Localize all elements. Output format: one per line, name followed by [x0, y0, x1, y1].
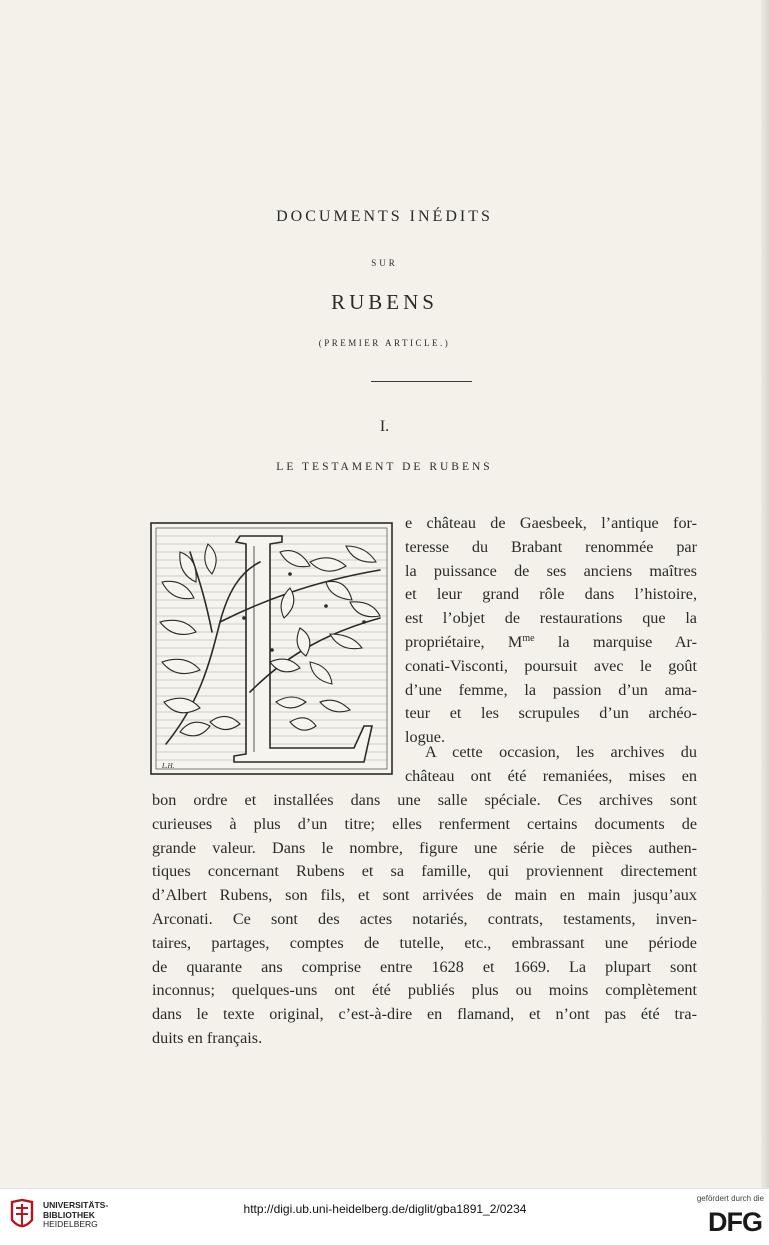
document-subject: RUBENS	[331, 290, 438, 314]
text-line: e château de Gaesbeek, l’antique for-	[405, 514, 697, 532]
superscript: me	[522, 632, 535, 644]
text-line: teur et les scrupules d’un archéo-	[405, 704, 697, 723]
text-line: grande valeur. Dans le nombre, figure une série de pièces authen-	[152, 838, 697, 857]
initial-signature: L.H.	[162, 762, 175, 770]
text-line: dans le texte original, c’est-à-dire en flamand, et n’ont pas été tra-	[152, 1005, 697, 1024]
library-name-line: HEIDELBERG	[43, 1219, 98, 1229]
opening-paragraph	[405, 512, 697, 750]
title-divider	[371, 381, 472, 382]
text-line: teresse du Brabant renommée par	[405, 537, 697, 556]
permalink-url[interactable]: http://digi.ub.uni-heidelberg.de/diglit/gba1891_2/0234	[243, 1202, 527, 1216]
library-name-line: BIBLIOTHEK	[43, 1209, 95, 1220]
document-title: DOCUMENTS INÉDITS	[276, 208, 493, 225]
text-line: de quarante ans comprise entre 1628 et 1669. La plupart sont	[152, 957, 697, 976]
text-fragment: propriétaire, M	[405, 632, 523, 651]
text-line: d’Albert Rubens, son fils, et sont arrivées de main en main jusqu’aux	[152, 886, 697, 905]
text-line: bon ordre et installées dans une salle spéciale. Ces archives sont	[152, 791, 697, 809]
text-line: est l’objet de restaurations que la	[405, 609, 697, 628]
text-line-mme	[405, 631, 697, 655]
text-fragment: la marquise Ar-	[534, 632, 697, 651]
section-title: LE TESTAMENT DE RUBENS	[276, 461, 493, 473]
second-paragraph-body	[152, 789, 697, 1051]
paper-edge	[761, 0, 769, 1188]
dfg-logo[interactable]: DFG	[708, 1207, 762, 1237]
funding-caption: gefördert durch die	[696, 1194, 764, 1203]
second-paragraph-start	[405, 741, 697, 789]
library-name-line: UNIVERSITÄTS-	[43, 1200, 109, 1210]
text-line: conati-Visconti, poursuit avec le goût	[405, 656, 697, 675]
university-library-name[interactable]	[43, 1201, 108, 1230]
text-line: taires, partages, comptes de tutelle, etc., embrassant une période	[152, 933, 697, 952]
title-preposition: SUR	[371, 258, 398, 268]
text-line: la puissance de ses anciens maîtres	[405, 561, 697, 580]
university-library-logo-icon[interactable]	[8, 1198, 36, 1234]
text-line: Arconati. Ce sont des actes notariés, contrats, testaments, inven-	[152, 909, 697, 928]
text-line: et leur grand rôle dans l’histoire,	[405, 585, 697, 604]
text-line: curieuses à plus d’un titre; elles renferment certains documents de	[152, 814, 697, 833]
text-line: duits en français.	[152, 1028, 263, 1047]
section-number: I.	[379, 418, 390, 435]
text-line: logue.	[405, 728, 446, 747]
text-line: tiques concernant Rubens et sa famille, qui proviennent directement	[152, 862, 697, 881]
decorated-initial-l	[150, 522, 393, 775]
text-line: d’une femme, la passion d’un ama-	[405, 680, 697, 699]
article-label: (PREMIER ARTICLE.)	[318, 338, 451, 348]
text-line: château ont été remaniées, mises en	[405, 766, 697, 785]
viewer-footer	[0, 1188, 769, 1245]
text-line: A cette occasion, les archives du	[425, 743, 697, 761]
text-line: inconnus; quelques-uns ont été publiés plus ou moins complètement	[152, 981, 697, 1000]
